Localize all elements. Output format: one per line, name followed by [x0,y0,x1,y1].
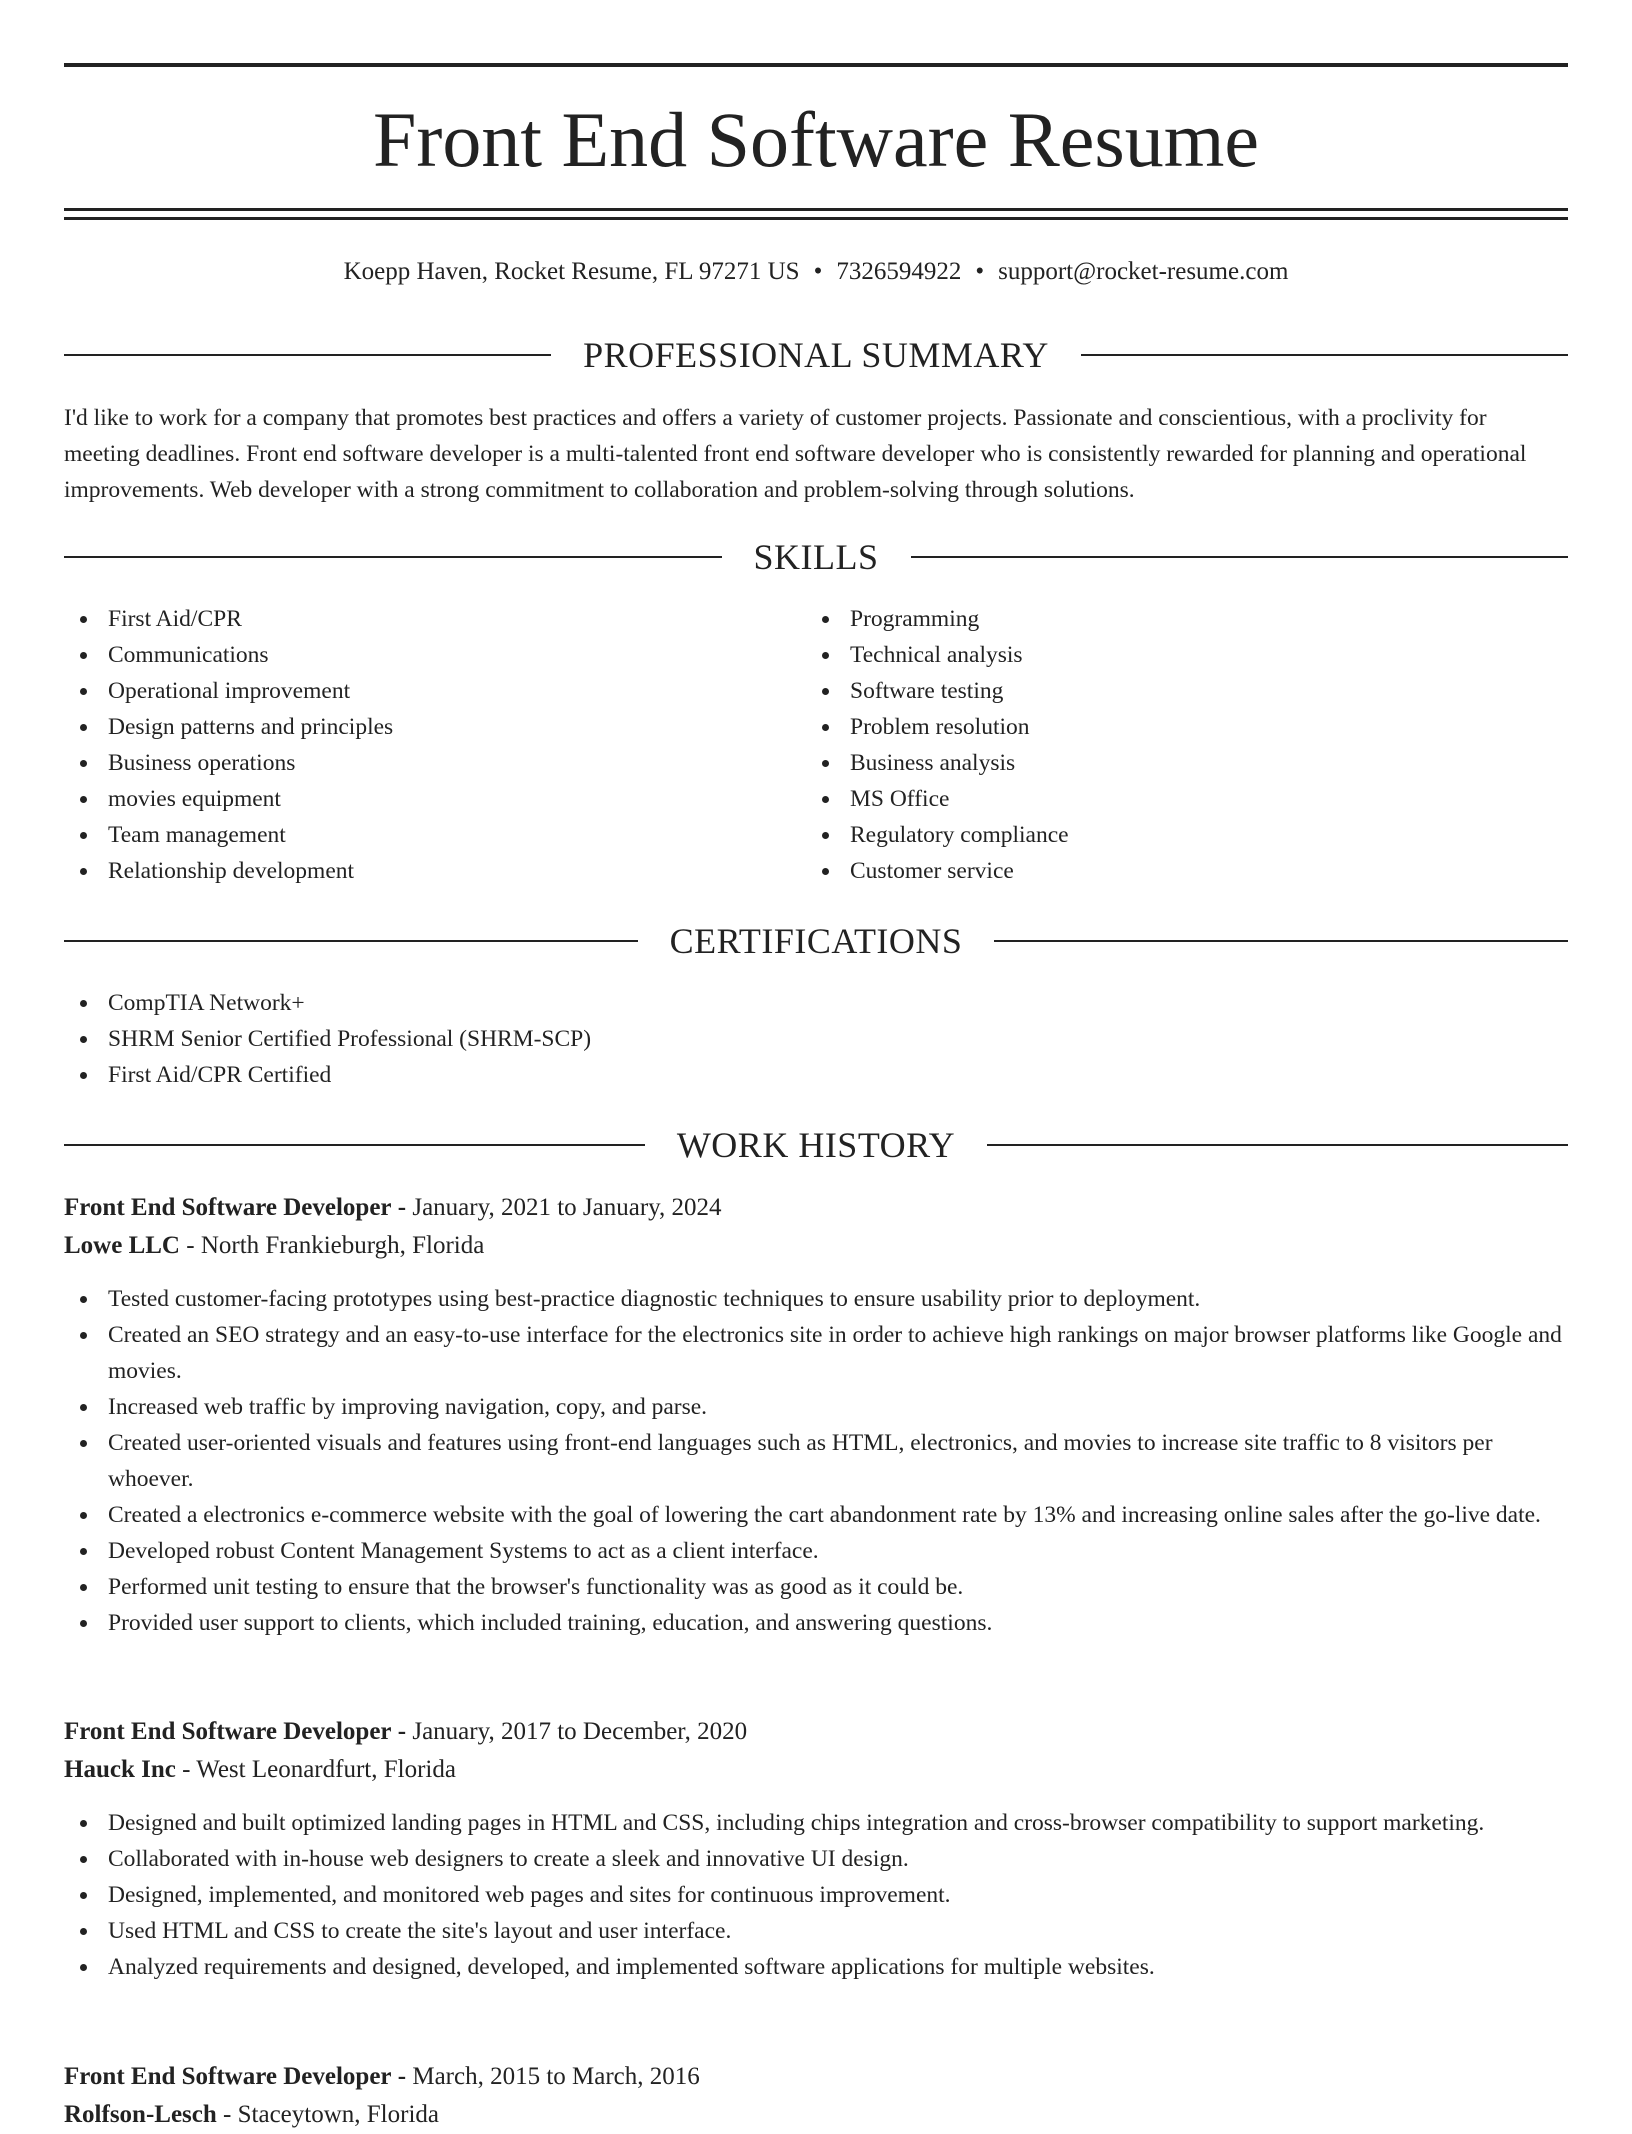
skill-item: MS Office [806,781,1069,817]
job-bullet: Increased web traffic by improving navigation, copy, and parse. [64,1389,1568,1425]
skill-item: Team management [64,817,393,853]
job-title: Front End Software Developer [64,1194,392,1221]
skill-item: Customer service [806,853,1069,889]
certification-item: CompTIA Network+ [64,985,591,1021]
skill-item: First Aid/CPR [64,601,393,637]
job-company-line: Rolfson-Lesch - Staceytown, Florida [64,2101,439,2128]
job-bullet: Tested customer-facing prototypes using best-practice diagnostic techniques to ensure usability prior to deployment. [64,1281,1568,1317]
heading-rule [1081,354,1568,356]
summary-text: I'd like to work for a company that promotes best practices and offers a variety of customer projects. Passionate and conscientious, with a proclivity for meeting deadlines. Front end software developer is a multi-talented front end software developer who is consistently rewarded for planning and operational improvements. Web developer with a strong commitment to collaboration and problem-solving through solutions. [64,405,1527,503]
job-bullet: Collaborated with in-house web designers to create a sleek and innovative UI design. [64,1841,1568,1877]
job-bullets [64,1805,1568,1985]
job-entry [64,1189,1568,1641]
skill-item: Communications [64,637,393,673]
job-title-line: Front End Software Developer - March, 2015 to March, 2016 [64,2063,700,2090]
skill-item: movies equipment [64,781,393,817]
job-company-line: Hauck Inc - West Leonardfurt, Florida [64,1756,456,1783]
contact-phone: 7326594922 [836,258,962,285]
job-location: North Frankieburgh, Florida [200,1232,485,1259]
job-location: West Leonardfurt, Florida [196,1756,456,1783]
contact-separator: • [813,258,823,285]
section-heading-summary [64,333,1568,377]
heading-label: WORK HISTORY [676,1125,956,1165]
job-bullet: Analyzed requirements and designed, developed, and implemented software applications for multiple websites. [64,1949,1568,1985]
job-entry [64,2058,1568,2134]
job-bullets [64,1281,1568,1641]
heading-rule [64,1144,645,1146]
contact-line [64,254,1568,290]
heading-label: SKILLS [753,537,879,577]
section-heading-certifications [64,919,1568,963]
contact-address: Koepp Haven, Rocket Resume, FL 97271 US [343,258,800,285]
job-title: Front End Software Developer [64,1718,392,1745]
job-company: Rolfson-Lesch [64,2101,217,2128]
job-bullet: Created an SEO strategy and an easy-to-use interface for the electronics site in order to achieve high rankings on major browser platforms like Google and movies. [64,1317,1568,1389]
job-dates: January, 2021 to January, 2024 [412,1194,722,1221]
job-title-line: Front End Software Developer - January, 2017 to December, 2020 [64,1718,748,1745]
job-bullet: Developed robust Content Management Systems to act as a client interface. [64,1533,1568,1569]
title-double-rule [64,208,1568,220]
skill-item: Relationship development [64,853,393,889]
heading-rule [64,354,551,356]
job-bullet: Performed unit testing to ensure that the browser's functionality was as good as it could be. [64,1569,1568,1605]
section-heading-skills [64,535,1568,579]
job-bullet: Created user-oriented visuals and features using front-end languages such as HTML, electronics, and movies to increase site traffic to 8 visitors per whoever. [64,1425,1568,1497]
job-title: Front End Software Developer [64,2063,392,2090]
job-company: Lowe LLC [64,1232,180,1259]
skill-item: Regulatory compliance [806,817,1069,853]
heading-rule [911,556,1569,558]
job-location: Staceytown, Florida [237,2101,439,2128]
top-rule [64,63,1568,67]
skill-item: Technical analysis [806,637,1069,673]
skill-item: Operational improvement [64,673,393,709]
job-entry [64,1713,1568,1985]
heading-rule [64,556,722,558]
job-bullet: Used HTML and CSS to create the site's layout and user interface. [64,1913,1568,1949]
heading-rule [64,940,638,942]
heading-label: CERTIFICATIONS [669,921,963,961]
job-bullet: Provided user support to clients, which included training, education, and answering questions. [64,1605,1568,1641]
resume-title: Front End Software Resume [372,96,1260,183]
job-dates: March, 2015 to March, 2016 [412,2063,700,2090]
job-title-line: Front End Software Developer - January, 2021 to January, 2024 [64,1194,722,1221]
job-dates: January, 2017 to December, 2020 [412,1718,748,1745]
heading-rule [994,940,1568,942]
skill-item: Software testing [806,673,1069,709]
skill-item: Problem resolution [806,709,1069,745]
contact-email: support@rocket-resume.com [998,258,1289,285]
skills-list-left [64,601,393,889]
job-bullet: Designed, implemented, and monitored web pages and sites for continuous improvement. [64,1877,1568,1913]
skill-item: Business operations [64,745,393,781]
heading-rule [987,1144,1568,1146]
job-bullet: Designed and built optimized landing pages in HTML and CSS, including chips integration and cross-browser compatibility to support marketing. [64,1805,1568,1841]
job-company: Hauck Inc [64,1756,176,1783]
heading-label: PROFESSIONAL SUMMARY [583,335,1049,375]
section-heading-work-history [64,1123,1568,1167]
skill-item: Programming [806,601,1069,637]
certifications-list [64,985,591,1093]
job-company-line: Lowe LLC - North Frankieburgh, Florida [64,1232,485,1259]
certification-item: First Aid/CPR Certified [64,1057,591,1093]
skills-list-right [806,601,1069,889]
skill-item: Design patterns and principles [64,709,393,745]
skill-item: Business analysis [806,745,1069,781]
certification-item: SHRM Senior Certified Professional (SHRM-SCP) [64,1021,591,1057]
job-bullet: Created a electronics e-commerce website with the goal of lowering the cart abandonment rate by 13% and increasing online sales after the go-live date. [64,1497,1568,1533]
contact-separator: • [975,258,985,285]
